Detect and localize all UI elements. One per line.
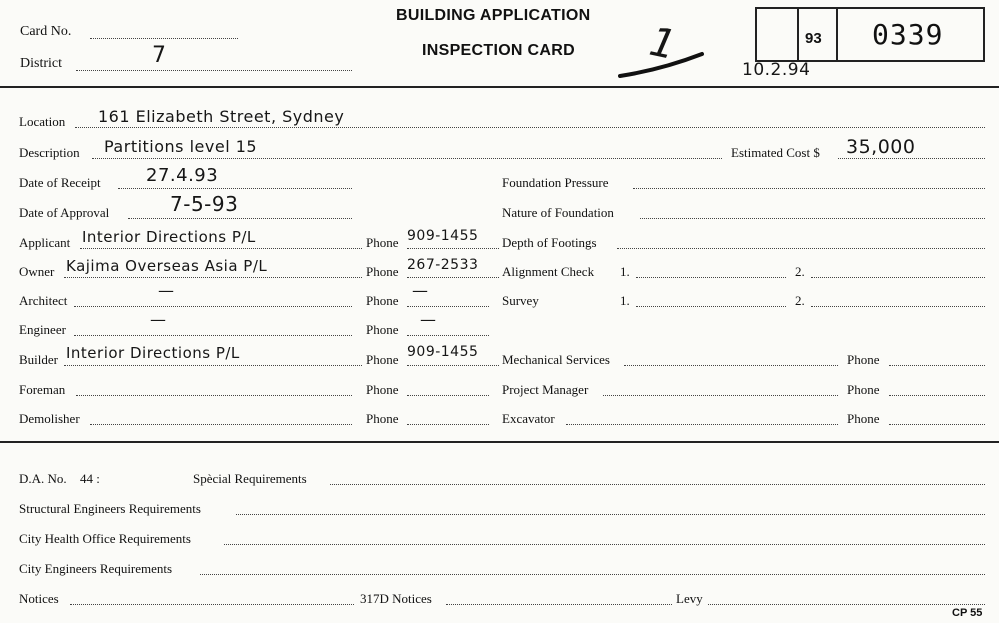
notices-label: Notices (19, 591, 59, 606)
date-of-receipt-value: 27.4.93 (146, 165, 219, 186)
owner-value: Kajima Overseas Asia P/L (66, 257, 268, 275)
card-ref-box (755, 7, 985, 62)
title-line-1: BUILDING APPLICATION (396, 7, 591, 24)
engineer-field[interactable] (74, 335, 352, 336)
builder-label: Builder (19, 352, 58, 367)
alignment-check-1-field[interactable] (636, 277, 786, 278)
depth-of-footings-label: Depth of Footings (502, 235, 597, 250)
date-of-approval-field[interactable] (128, 218, 352, 219)
mechanical-services-phone-label: Phone (847, 352, 880, 367)
demolisher-phone-field[interactable] (407, 424, 489, 425)
applicant-value: Interior Directions P/L (82, 228, 256, 246)
location-label: Location (19, 114, 66, 129)
mechanical-services-field[interactable] (624, 365, 838, 366)
mechanical-services-label: Mechanical Services (502, 352, 610, 367)
notices-317d-label: 317D Notices (360, 591, 432, 606)
handwritten-mark: 1 (645, 18, 681, 70)
alignment-check-1-label: 1. (620, 264, 630, 279)
applicant-phone-label: Phone (366, 235, 399, 250)
owner-phone-value: 267-2533 (407, 257, 479, 273)
city-health-field[interactable] (224, 544, 985, 545)
mechanical-services-phone-field[interactable] (889, 365, 985, 366)
architect-label: Architect (19, 293, 68, 308)
form-code: CP 55 (952, 607, 983, 619)
project-manager-phone-field[interactable] (889, 395, 985, 396)
engineer-label: Engineer (19, 322, 66, 337)
survey-2-label: 2. (795, 293, 805, 308)
architect-phone-field[interactable] (407, 306, 489, 307)
owner-phone-field[interactable] (407, 277, 499, 278)
notices-317d-field[interactable] (446, 604, 672, 605)
foreman-phone-label: Phone (366, 382, 399, 397)
foreman-phone-field[interactable] (407, 395, 489, 396)
description-value: Partitions level 15 (104, 137, 258, 156)
estimated-cost-value: 35,000 (846, 136, 916, 158)
alignment-check-2-label: 2. (795, 264, 805, 279)
architect-phone-label: Phone (366, 293, 399, 308)
owner-field[interactable] (64, 277, 362, 278)
pen-stroke (616, 50, 706, 80)
excavator-phone-label: Phone (847, 411, 880, 426)
da-no-label: D.A. No. (19, 471, 67, 486)
project-manager-field[interactable] (603, 395, 838, 396)
special-requirements-field[interactable] (330, 484, 985, 485)
depth-of-footings-field[interactable] (617, 248, 985, 249)
demolisher-field[interactable] (90, 424, 352, 425)
engineer-phone-value: — (420, 310, 437, 329)
foreman-field[interactable] (76, 395, 352, 396)
builder-phone-field[interactable] (407, 365, 499, 366)
architect-phone-value: — (412, 281, 429, 300)
demolisher-label: Demolisher (19, 411, 80, 426)
survey-1-label: 1. (620, 293, 630, 308)
card-no-label: Card No. (20, 24, 72, 39)
foundation-pressure-field[interactable] (633, 188, 985, 189)
card-ref-year: 93 (805, 30, 822, 47)
foreman-label: Foreman (19, 382, 66, 397)
description-field[interactable] (92, 158, 722, 159)
builder-phone-value: 909-1455 (407, 344, 479, 360)
district-field[interactable] (76, 70, 352, 71)
architect-field[interactable] (74, 306, 352, 307)
builder-field[interactable] (64, 365, 362, 366)
city-engineers-label: City Engineers Requirements (19, 561, 173, 576)
date-of-receipt-field[interactable] (118, 188, 352, 189)
survey-label: Survey (502, 293, 539, 308)
card-ref-number: 0339 (872, 18, 944, 51)
city-engineers-field[interactable] (200, 574, 985, 575)
survey-1-field[interactable] (636, 306, 786, 307)
applicant-field[interactable] (80, 248, 362, 249)
excavator-field[interactable] (566, 424, 838, 425)
location-field[interactable] (75, 127, 985, 128)
estimated-cost-field[interactable] (838, 158, 985, 159)
handwritten-date: 10.2.94 (742, 60, 811, 80)
alignment-check-2-field[interactable] (811, 277, 985, 278)
da-no-value: 44 : (80, 471, 100, 486)
excavator-phone-field[interactable] (889, 424, 985, 425)
applicant-label: Applicant (19, 235, 71, 250)
levy-field[interactable] (708, 604, 985, 605)
engineer-value: — (150, 310, 167, 329)
notices-field[interactable] (70, 604, 354, 605)
card-ref-divider-1 (797, 7, 799, 62)
architect-value: — (158, 281, 175, 300)
title-line-2: INSPECTION CARD (422, 42, 575, 59)
special-requirements-label: Spècial Requirements (193, 471, 307, 486)
excavator-label: Excavator (502, 411, 555, 426)
card-ref-divider-2 (836, 7, 838, 62)
city-health-label: City Health Office Requirements (19, 531, 191, 546)
district-label: District (20, 56, 62, 71)
alignment-check-label: Alignment Check (502, 264, 595, 279)
engineer-phone-label: Phone (366, 322, 399, 337)
middle-divider (0, 441, 999, 443)
estimated-cost-label: Estimated Cost $ (731, 145, 820, 160)
builder-value: Interior Directions P/L (66, 344, 240, 362)
top-divider (0, 86, 999, 88)
location-value: 161 Elizabeth Street, Sydney (98, 107, 345, 126)
foundation-pressure-label: Foundation Pressure (502, 175, 609, 190)
district-value: 7 (152, 43, 167, 68)
date-of-approval-value: 7-5-93 (170, 192, 239, 216)
structural-engineers-label: Structural Engineers Requirements (19, 501, 201, 516)
date-of-receipt-label: Date of Receipt (19, 175, 101, 190)
structural-engineers-field[interactable] (236, 514, 985, 515)
description-label: Description (19, 145, 80, 160)
card-no-field[interactable] (90, 38, 238, 39)
builder-phone-label: Phone (366, 352, 399, 367)
levy-label: Levy (676, 591, 703, 606)
applicant-phone-field[interactable] (407, 248, 499, 249)
project-manager-label: Project Manager (502, 382, 589, 397)
engineer-phone-field[interactable] (407, 335, 489, 336)
survey-2-field[interactable] (811, 306, 985, 307)
nature-of-foundation-field[interactable] (640, 218, 985, 219)
owner-label: Owner (19, 264, 55, 279)
demolisher-phone-label: Phone (366, 411, 399, 426)
date-of-approval-label: Date of Approval (19, 205, 110, 220)
project-manager-phone-label: Phone (847, 382, 880, 397)
owner-phone-label: Phone (366, 264, 399, 279)
applicant-phone-value: 909-1455 (407, 228, 479, 244)
nature-of-foundation-label: Nature of Foundation (502, 205, 614, 220)
